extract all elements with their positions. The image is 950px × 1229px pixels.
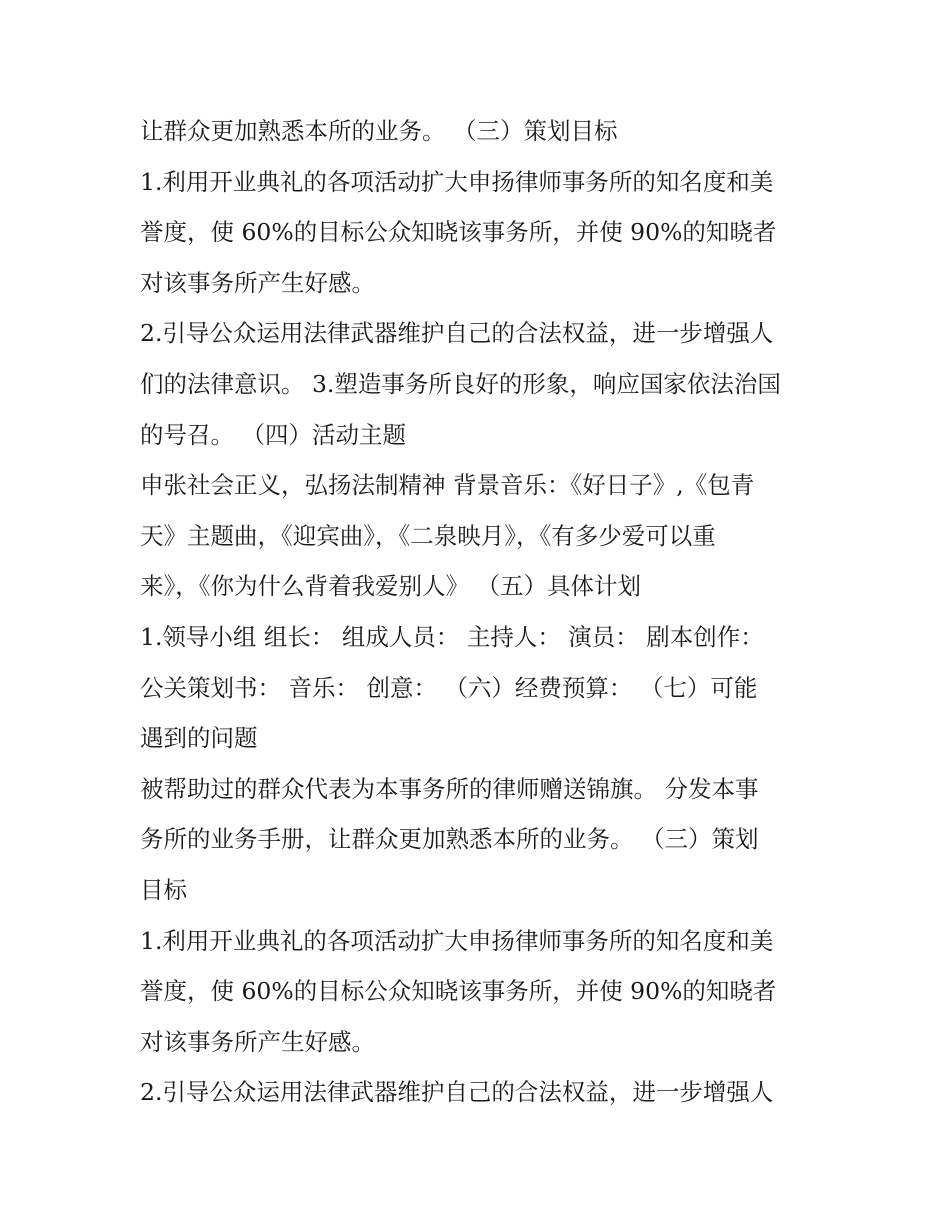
text-line: 2.引导公众运用法律武器维护自己的合法权益，进一步增强人	[140, 319, 774, 348]
text-line: 务所的业务手册，让群众更加熟悉本所的业务。 （三）策划	[140, 825, 759, 854]
text-line: 让群众更加熟悉本所的业务。 （三）策划目标	[140, 117, 618, 145]
text-line: 1.利用开业典礼的各项活动扩大申扬律师事务所的知名度和美	[140, 167, 774, 196]
text-line: 对该事务所产生好感。	[140, 1027, 375, 1056]
text-line: 誉度，使 60%的目标公众知晓该事务所，并使 90%的知晓者	[140, 977, 777, 1006]
text-line: 目标	[140, 875, 187, 904]
text-line: 申张社会正义，弘扬法制精神 背景音乐：《好日子》,《包青	[140, 471, 755, 500]
text-line: 来》，《你为什么背着我爱别人》 （五）具体计划	[140, 572, 641, 601]
text-line: 公关策划书： 音乐： 创意： （六）经费预算： （七）可能	[140, 673, 758, 702]
text-line: 对该事务所产生好感。	[140, 268, 375, 297]
text-line: 遇到的问题	[140, 724, 258, 753]
text-line: 1.利用开业典礼的各项活动扩大申扬律师事务所的知名度和美	[140, 926, 774, 955]
text-line: 1.领导小组 组长： 组成人员： 主持人： 演员： 剧本创作：	[140, 622, 764, 651]
text-line: 天》主题曲，《迎宾曲》，《二泉映月》，《有多少爱可以重	[140, 521, 716, 550]
text-line: 被帮助过的群众代表为本事务所的律师赠送锦旗。 分发本事	[140, 774, 759, 803]
document-body	[140, 110, 820, 1122]
text-line: 2.引导公众运用法律武器维护自己的合法权益，进一步增强人	[140, 1078, 774, 1107]
text-line: 们的法律意识。 3.塑造事务所良好的形象，响应国家依法治国	[140, 369, 781, 398]
text-line: 誉度，使 60%的目标公众知晓该事务所，并使 90%的知晓者	[140, 218, 777, 247]
text-line: 的号召。 （四）活动主题	[140, 420, 406, 449]
